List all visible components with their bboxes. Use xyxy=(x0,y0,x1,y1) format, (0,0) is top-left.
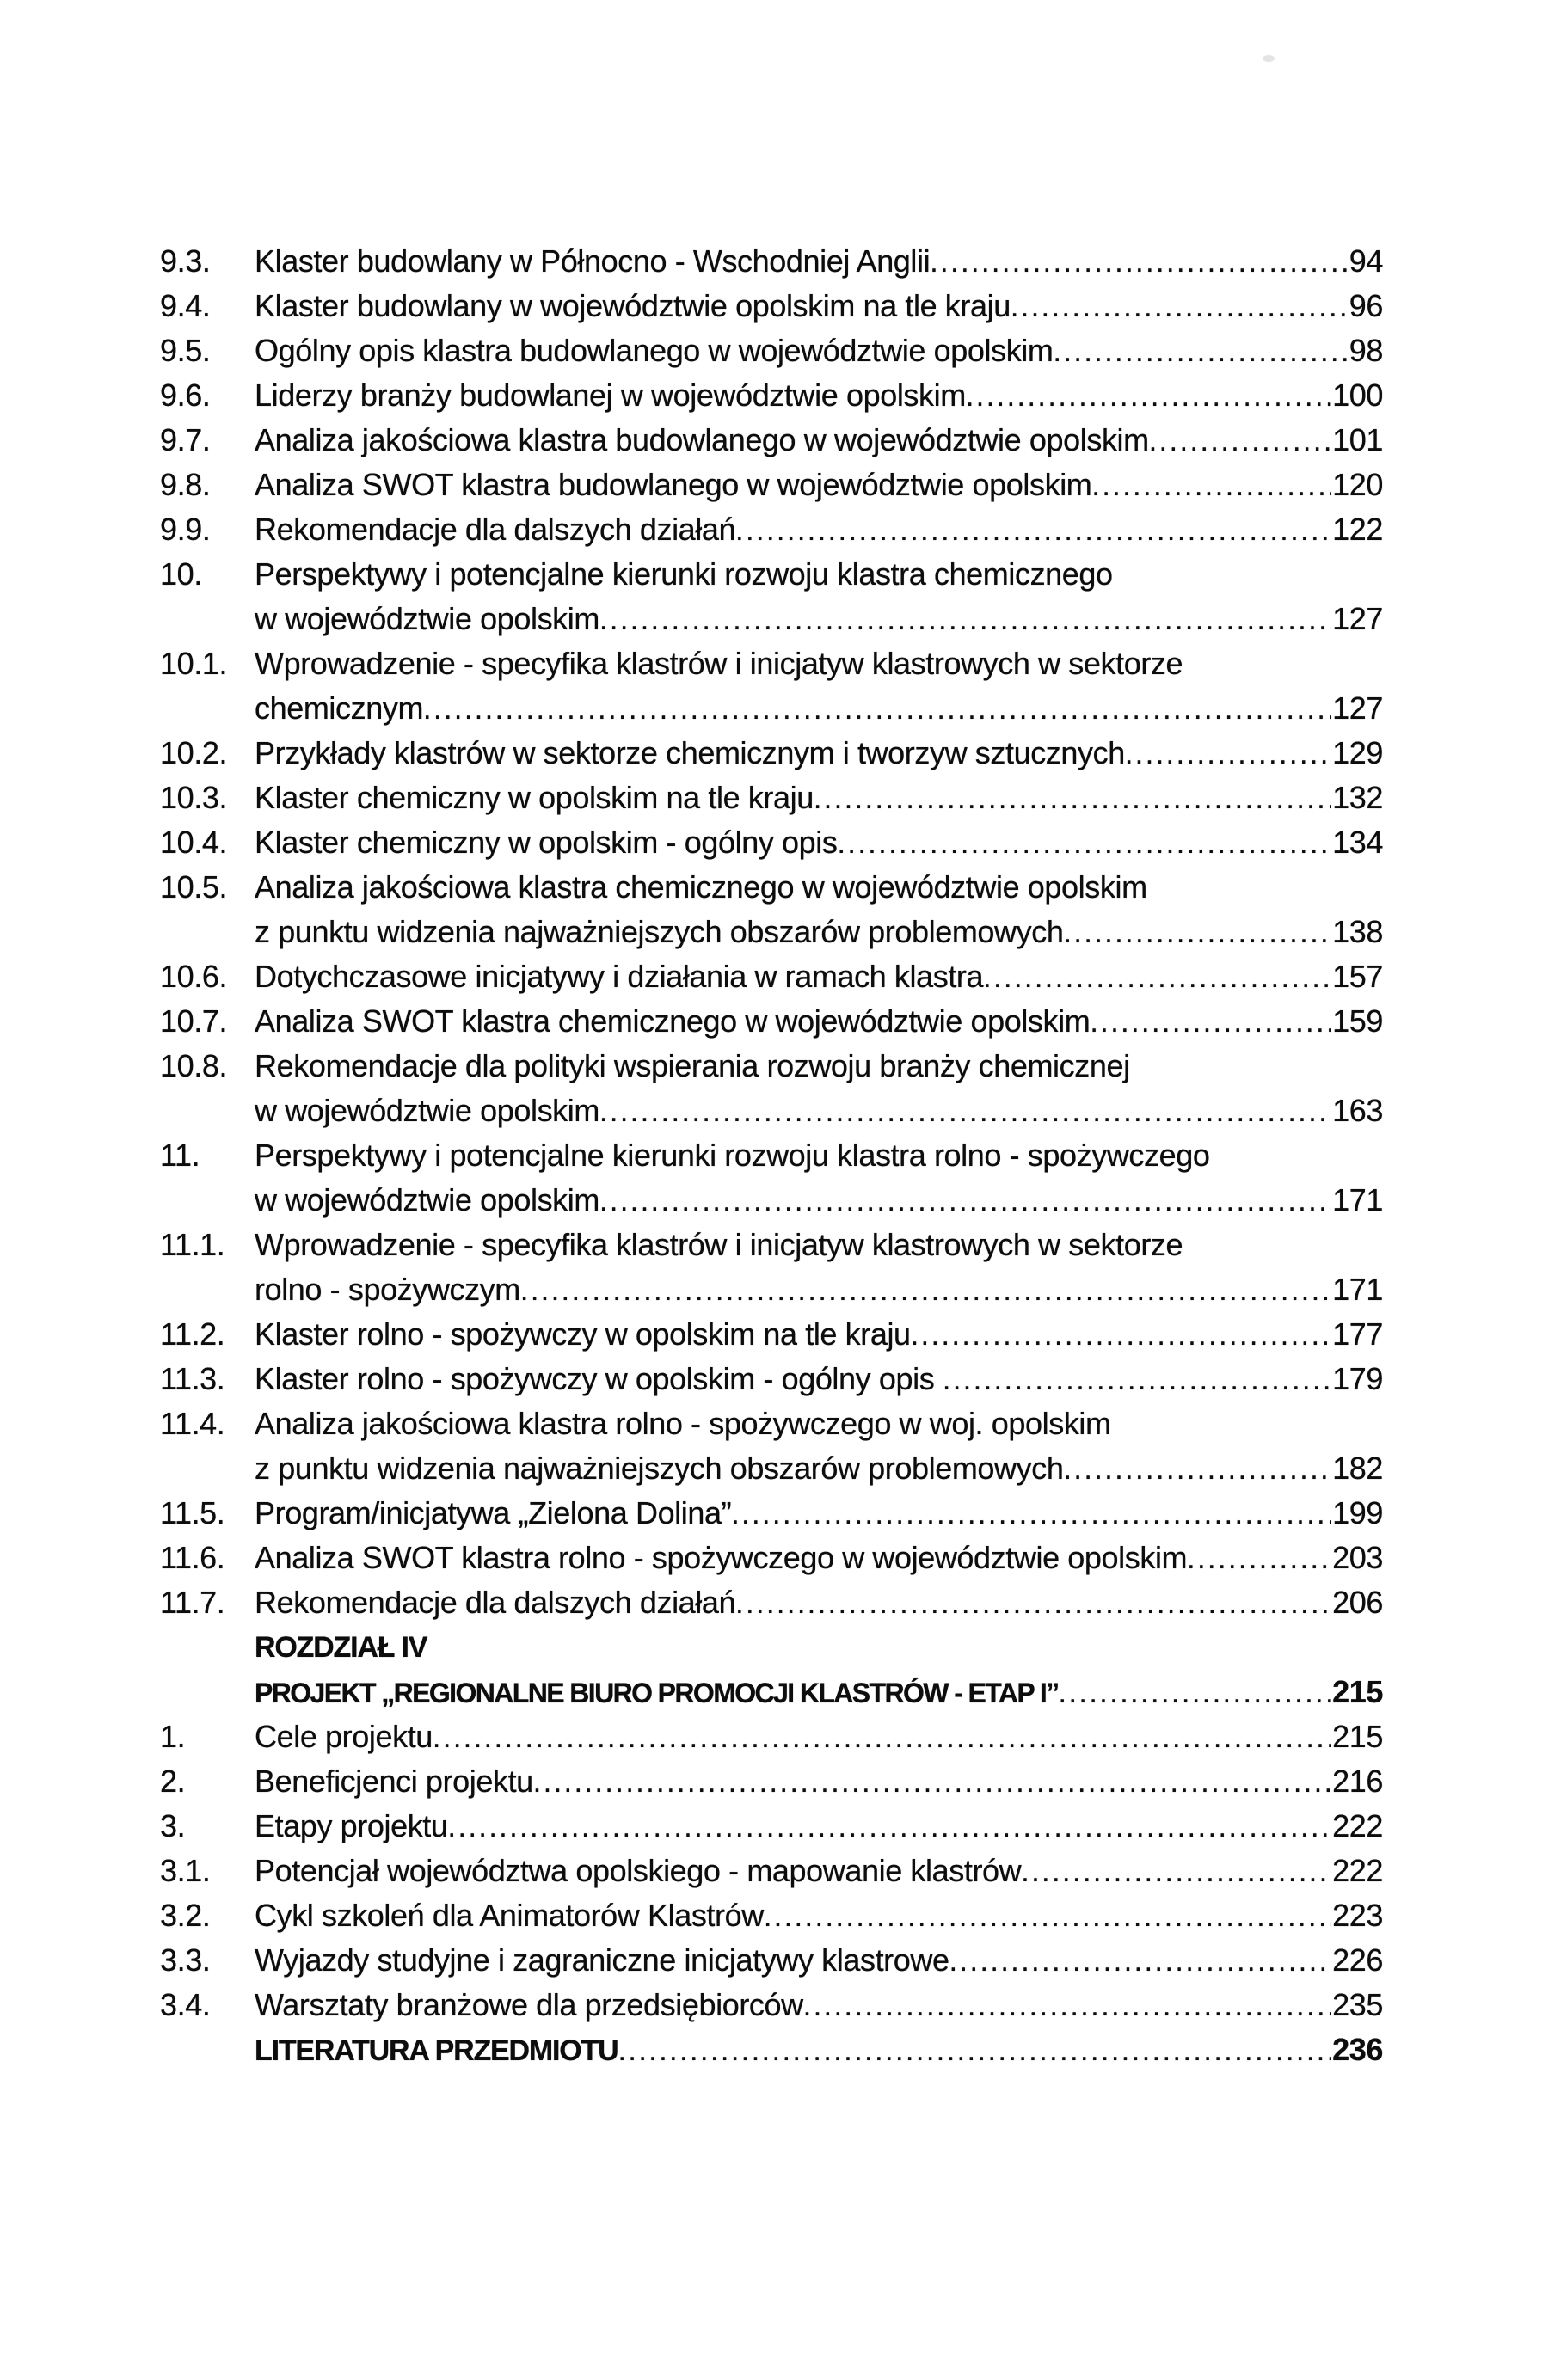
toc-entry-title: Cykl szkoleń dla Animatorów Klastrów xyxy=(255,1898,764,1933)
toc-entry-number: 9.5. xyxy=(160,333,211,368)
toc-row xyxy=(160,1849,1383,1893)
dot-leader xyxy=(1063,910,1331,955)
dot-leader xyxy=(911,1312,1331,1358)
toc-entry-page: 157 xyxy=(1332,959,1383,994)
dot-leader xyxy=(1059,1670,1332,1715)
toc-entry-page: 199 xyxy=(1332,1495,1383,1530)
dot-leader xyxy=(1063,1446,1331,1492)
dot-leader xyxy=(837,820,1331,866)
toc-entry-page: 179 xyxy=(1332,1361,1383,1396)
toc-entry-number: 10.6. xyxy=(160,959,228,994)
toc-entry-page: 222 xyxy=(1332,1853,1383,1888)
toc-entry-title: Perspektywy i potencjalne kierunki rozwoju klastra rolno - spożywczego xyxy=(255,1138,1210,1173)
toc-row xyxy=(160,284,1383,328)
toc-entry-number: 3.1. xyxy=(160,1853,211,1888)
dot-leader xyxy=(930,239,1349,285)
toc-entry-number: 11.6. xyxy=(160,1540,225,1575)
toc-entry-number: 9.8. xyxy=(160,467,211,502)
toc-entry-title: Wyjazdy studyjne i zagraniczne inicjatywy klastrowe xyxy=(255,1942,949,1978)
dot-leader xyxy=(599,597,1331,642)
toc-entry-title: Beneficjenci projektu xyxy=(255,1764,533,1799)
toc-row xyxy=(160,1312,1383,1357)
toc-entry-number: 9.9. xyxy=(160,512,211,547)
toc-entry-title: Liderzy branży budowlanej w województwie opolskim xyxy=(255,377,966,413)
dot-leader xyxy=(520,1267,1331,1313)
toc-entry-title: Potencjał województwa opolskiego - mapowanie klastrów xyxy=(255,1853,1022,1888)
toc-entry-title: Ogólny opis klastra budowlanego w województwie opolskim xyxy=(255,333,1054,368)
toc-entry-title: Wprowadzenie - specyfika klastrów i inicjatyw klastrowych w sektorze xyxy=(255,646,1183,681)
toc-entry-page: 163 xyxy=(1332,1093,1383,1128)
toc-row xyxy=(160,1044,1383,1089)
toc-entry-title: Analiza jakościowa klastra rolno - spożywczego w woj. opolskim xyxy=(255,1406,1111,1441)
toc-row xyxy=(160,239,1383,284)
toc-entry-page: 203 xyxy=(1332,1540,1383,1575)
toc-entry-number: 11. xyxy=(160,1138,200,1173)
toc-entry-number: 3.4. xyxy=(160,1987,211,2022)
toc-row xyxy=(160,1893,1383,1938)
dot-leader xyxy=(943,1357,1331,1402)
toc-entry-number: 10.1. xyxy=(160,646,228,681)
toc-row xyxy=(160,1446,1383,1491)
toc-entry-number: 11.1. xyxy=(160,1227,225,1262)
toc-entry-page: 127 xyxy=(1332,690,1383,726)
toc-entry-title: Wprowadzenie - specyfika klastrów i inicjatyw klastrowych w sektorze xyxy=(255,1227,1183,1262)
toc-row xyxy=(160,463,1383,507)
toc-entry-page: 122 xyxy=(1332,512,1383,547)
toc-entry-page: 177 xyxy=(1332,1316,1383,1352)
toc-row xyxy=(160,954,1383,999)
toc-entry-title: Analiza jakościowa klastra budowlanego w województwie opolskim xyxy=(255,422,1149,457)
dot-leader xyxy=(735,1580,1331,1626)
toc-entry-number: 11.2. xyxy=(160,1316,225,1352)
toc-row xyxy=(160,1804,1383,1849)
toc-entry-page: 159 xyxy=(1332,1003,1383,1039)
toc-row xyxy=(160,328,1383,373)
dot-leader xyxy=(599,1089,1331,1134)
toc-entry-number: 9.7. xyxy=(160,422,211,457)
toc-row xyxy=(160,1625,1383,1670)
toc-entry-page: 223 xyxy=(1332,1898,1383,1933)
toc-row xyxy=(160,1267,1383,1312)
toc-row xyxy=(160,686,1383,731)
toc-entry-number: 10.7. xyxy=(160,1003,228,1039)
dot-leader xyxy=(1021,1849,1331,1894)
toc-row xyxy=(160,1133,1383,1178)
scan-speck xyxy=(1263,55,1275,62)
toc-entry-page: 222 xyxy=(1332,1808,1383,1843)
toc-entry-page: 120 xyxy=(1332,467,1383,502)
toc-entry-number: 10. xyxy=(160,556,202,592)
toc-entry-page: 100 xyxy=(1332,377,1383,413)
toc-entry-title: Cele projektu xyxy=(255,1719,433,1754)
dot-leader xyxy=(764,1893,1331,1939)
dot-leader xyxy=(735,507,1331,553)
dot-leader xyxy=(1187,1536,1331,1581)
toc-row xyxy=(160,820,1383,865)
toc-entry-number: 9.6. xyxy=(160,377,211,413)
toc-entry-page: 171 xyxy=(1332,1182,1383,1218)
table-of-contents xyxy=(160,239,1383,2072)
toc-entry-title: w województwie opolskim xyxy=(255,1182,599,1218)
toc-entry-page: 127 xyxy=(1332,601,1383,636)
toc-entry-title: Perspektywy i potencjalne kierunki rozwoju klastra chemicznego xyxy=(255,556,1113,592)
toc-entry-title: Rekomendacje dla polityki wspierania rozwoju branży chemicznej xyxy=(255,1048,1130,1083)
toc-entry-title: chemicznym xyxy=(255,690,424,726)
toc-entry-page: 182 xyxy=(1332,1451,1383,1486)
dot-leader xyxy=(731,1491,1331,1537)
toc-row xyxy=(160,1491,1383,1536)
dot-leader xyxy=(1090,999,1331,1045)
toc-row xyxy=(160,1670,1383,1714)
toc-entry-page: 94 xyxy=(1349,243,1383,279)
toc-entry-number: 1. xyxy=(160,1719,186,1754)
dot-leader xyxy=(1149,418,1331,463)
toc-entry-title: Rekomendacje dla dalszych działań xyxy=(255,512,736,547)
toc-entry-number: 10.3. xyxy=(160,780,228,815)
toc-row xyxy=(160,776,1383,820)
dot-leader xyxy=(533,1759,1331,1805)
toc-row xyxy=(160,373,1383,418)
toc-entry-page: 129 xyxy=(1332,735,1383,770)
toc-entry-page: 134 xyxy=(1332,825,1383,860)
toc-entry-title: Przykłady klastrów w sektorze chemicznym i tworzyw sztucznych xyxy=(255,735,1125,770)
toc-entry-number: 3. xyxy=(160,1808,186,1843)
toc-entry-number: 11.7. xyxy=(160,1585,225,1620)
dot-leader xyxy=(803,1983,1331,2028)
toc-entry-title: ROZDZIAŁ IV xyxy=(255,1631,427,1664)
toc-entry-page: 138 xyxy=(1332,914,1383,949)
toc-entry-page: 98 xyxy=(1349,333,1383,368)
toc-entry-number: 3.3. xyxy=(160,1942,211,1978)
toc-row xyxy=(160,910,1383,954)
toc-row xyxy=(160,1983,1383,2027)
toc-entry-number: 9.4. xyxy=(160,288,211,323)
toc-entry-number: 11.4. xyxy=(160,1406,225,1441)
toc-entry-title: Dotychczasowe inicjatywy i działania w ramach klastra xyxy=(255,959,984,994)
toc-row xyxy=(160,507,1383,552)
toc-entry-title: Warsztaty branżowe dla przedsiębiorców xyxy=(255,1987,803,2022)
toc-row xyxy=(160,552,1383,597)
toc-entry-title: Analiza SWOT klastra budowlanego w województwie opolskim xyxy=(255,467,1092,502)
toc-entry-title: rolno - spożywczym xyxy=(255,1272,520,1307)
dot-leader xyxy=(618,2027,1331,2073)
toc-entry-title: Analiza jakościowa klastra chemicznego w województwie opolskim xyxy=(255,869,1147,905)
toc-entry-page: 235 xyxy=(1332,1987,1383,2022)
toc-row xyxy=(160,1714,1383,1759)
toc-row xyxy=(160,1759,1383,1804)
toc-entry-title: z punktu widzenia najważniejszych obszarów problemowych xyxy=(255,1451,1064,1486)
toc-entry-title: Klaster chemiczny w opolskim - ogólny opis xyxy=(255,825,838,860)
toc-row xyxy=(160,1938,1383,1983)
toc-entry-number: 9.3. xyxy=(160,243,211,279)
toc-entry-number: 3.2. xyxy=(160,1898,211,1933)
toc-entry-page: 96 xyxy=(1349,288,1383,323)
toc-row xyxy=(160,597,1383,641)
dot-leader xyxy=(1054,328,1349,374)
toc-entry-number: 11.3. xyxy=(160,1361,225,1396)
toc-entry-title: Rekomendacje dla dalszych działań xyxy=(255,1585,736,1620)
dot-leader xyxy=(433,1714,1331,1760)
toc-entry-title: w województwie opolskim xyxy=(255,1093,599,1128)
toc-entry-number: 10.8. xyxy=(160,1048,228,1083)
toc-entry-title: Klaster budowlany w województwie opolskim na tle kraju xyxy=(255,288,1011,323)
toc-row xyxy=(160,1223,1383,1267)
toc-entry-title: Analiza SWOT klastra rolno - spożywczego w województwie opolskim xyxy=(255,1540,1188,1575)
toc-entry-title: Program/inicjatywa „Zielona Dolina” xyxy=(255,1495,732,1530)
toc-row xyxy=(160,2027,1383,2072)
toc-entry-title: PROJEKT „REGIONALNE BIURO PROMOCJI KLASTRÓW - ETAP I” xyxy=(255,1678,1059,1708)
toc-row xyxy=(160,1089,1383,1133)
toc-row xyxy=(160,1536,1383,1580)
toc-entry-number: 10.2. xyxy=(160,735,228,770)
toc-entry-page: 216 xyxy=(1332,1764,1383,1799)
toc-entry-number: 2. xyxy=(160,1764,186,1799)
toc-entry-title: w województwie opolskim xyxy=(255,601,599,636)
toc-entry-page: 215 xyxy=(1332,1674,1383,1709)
toc-entry-page: 171 xyxy=(1332,1272,1383,1307)
toc-entry-title: Etapy projektu xyxy=(255,1808,448,1843)
toc-entry-page: 226 xyxy=(1332,1942,1383,1978)
toc-row xyxy=(160,1580,1383,1625)
toc-row xyxy=(160,1178,1383,1223)
toc-row xyxy=(160,641,1383,686)
dot-leader xyxy=(949,1938,1332,1984)
toc-entry-page: 206 xyxy=(1332,1585,1383,1620)
toc-row xyxy=(160,999,1383,1044)
toc-entry-title: Klaster rolno - spożywczy w opolskim na tle kraju xyxy=(255,1316,911,1352)
toc-entry-number: 10.5. xyxy=(160,869,228,905)
toc-row xyxy=(160,418,1383,463)
toc-entry-title: z punktu widzenia najważniejszych obszarów problemowych xyxy=(255,914,1064,949)
toc-row xyxy=(160,731,1383,776)
toc-entry-number: 11.5. xyxy=(160,1495,225,1530)
toc-entry-title: Klaster budowlany w Północno - Wschodniej Anglii xyxy=(255,243,931,279)
toc-entry-page: 101 xyxy=(1332,422,1383,457)
dot-leader xyxy=(1011,284,1349,329)
dot-leader xyxy=(1125,731,1331,776)
dot-leader xyxy=(814,776,1331,821)
toc-entry-title: LITERATURA PRZEDMIOTU xyxy=(255,2034,618,2067)
toc-row xyxy=(160,1402,1383,1446)
dot-leader xyxy=(423,686,1331,732)
toc-entry-number: 10.4. xyxy=(160,825,228,860)
dot-leader xyxy=(599,1178,1331,1224)
toc-entry-title: Analiza SWOT klastra chemicznego w województwie opolskim xyxy=(255,1003,1091,1039)
toc-entry-page: 215 xyxy=(1332,1719,1383,1754)
toc-row xyxy=(160,1357,1383,1402)
toc-row xyxy=(160,865,1383,910)
toc-entry-title: Klaster rolno - spożywczy w opolskim - ogólny opis xyxy=(255,1361,943,1396)
toc-entry-page: 236 xyxy=(1332,2032,1383,2067)
dot-leader xyxy=(966,373,1331,419)
dot-leader xyxy=(448,1804,1332,1849)
dot-leader xyxy=(983,954,1331,1000)
toc-entry-title: Klaster chemiczny w opolskim na tle kraju xyxy=(255,780,814,815)
toc-entry-page: 132 xyxy=(1332,780,1383,815)
dot-leader xyxy=(1091,463,1331,508)
